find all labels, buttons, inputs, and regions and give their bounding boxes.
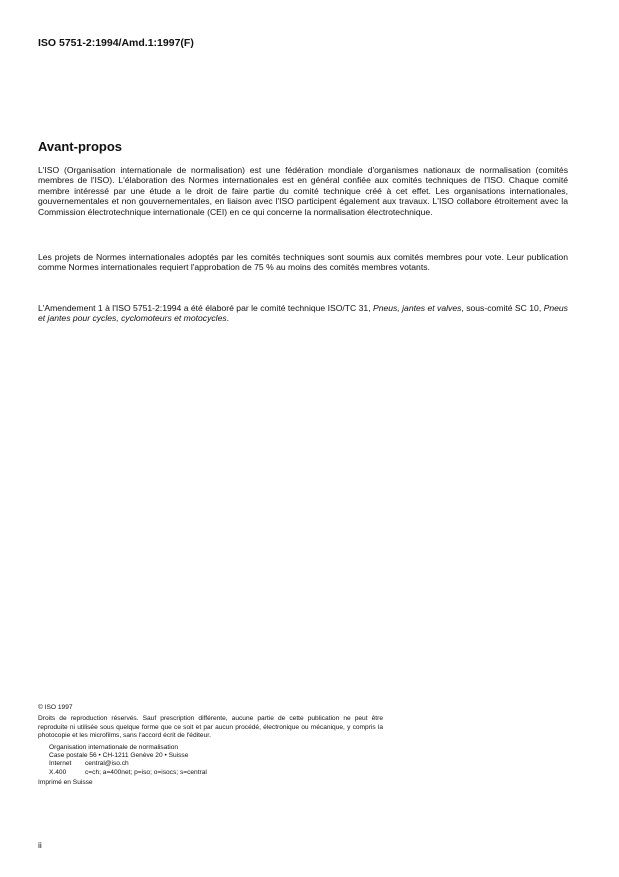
internet-row (49, 760, 383, 768)
postal-address: Case postale 56 • CH-1211 Genève 20 • Suisse (49, 752, 189, 760)
copyright-block (38, 704, 383, 788)
x400-row (49, 769, 383, 777)
paragraph-3-text-a: L'Amendement 1 à l'ISO 5751-2:1994 a été élaboré par le comité technique ISO/TC 31, (38, 303, 373, 313)
rights-notice: Droits de reproduction réservés. Sauf prescription différente, aucune partie de cette publication ne peut être reproduite ni utilisée sous quelque forme que ce soit et par aucun procédé, électronique ou mécanique, y compris la photocopie et les microfilms, sans l'accord écrit de l'éditeur. (38, 715, 383, 740)
org-name: Organisation internationale de normalisation (49, 743, 179, 751)
foreword-paragraph-1: L'ISO (Organisation internationale de normalisation) est une fédération mondiale d'organismes nationaux de normalisation (comités membres de l'ISO). L'élaboration des Normes internationales est en général confiée aux comités techniques de l'ISO. Chaque comité membre intéressé par une étude a le droit de faire partie du comité technique créé à cet effet. Les organisations internationales, gouvernementales et non gouvernementales, en liaison avec l'ISO participent également aux travaux. L'ISO collabore étroitement avec la Commission électrotechnique internationale (CEI) en ce qui concerne la normalisation électrotechnique. (38, 165, 568, 217)
section-title: Avant-propos (38, 139, 123, 154)
publisher-address (38, 744, 383, 778)
internet-value: central@iso.ch (85, 760, 129, 768)
copyright-line: © ISO 1997 (38, 704, 73, 711)
foreword-paragraph-3 (38, 303, 568, 324)
paragraph-3-text-b: , sous-comité SC 10, (461, 303, 544, 313)
internet-label: Internet (49, 760, 72, 768)
x400-label: X.400 (49, 768, 67, 776)
paragraph-3-text-c: . (226, 313, 230, 324)
printed-in: Imprimé en Suisse (38, 779, 93, 787)
foreword-paragraph-2: Les projets de Normes internationales adoptés par les comités techniques sont soumis aux comités membres pour vote. Leur publication comme Normes internationales requiert l'approbation de 75 % au moins des comités membres votants. (38, 252, 568, 273)
page-number: ii (38, 840, 42, 850)
x400-value: c=ch; a=400net; p=iso; o=isocs; s=central (85, 768, 207, 776)
committee-title: Pneus, jantes et valves (372, 303, 462, 313)
document-reference: ISO 5751-2:1994/Amd.1:1997(F) (38, 37, 194, 49)
subcommittee-title: Pneus et jantes pour cycles, cyclomoteurs et motocycles (38, 303, 568, 324)
